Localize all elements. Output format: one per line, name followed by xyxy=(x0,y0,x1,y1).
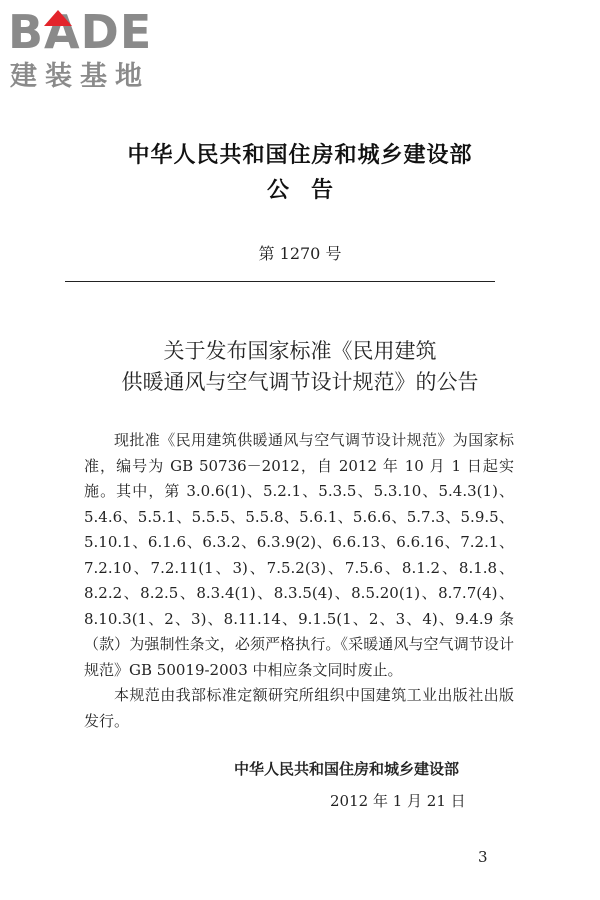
body-paragraph-1: 现批准《民用建筑供暖通风与空气调节设计规范》为国家标准，编号为 GB 50736－2012，自 2012 年 10 月 1 日起实施。其中，第 3.0.6(1)、5.2.1、5.3.5、5.3.10、5.4.3(1)、5.4.6、5.5.1、5.5.5、5.5.8、5.6.1、5.6.6、5.7.3、5.9.5、5.10.1、6.1.6、6.3.2、6.3.9(2)、6.6.13、6.6.16、7.2.1、7.2.10、7.2.11(1、3)、7.5.2(3)、7.5.6、8.1.2、8.1.8、8.2.2、8.2.5、8.3.4(1)、8.3.5(4)、8.5.20(1)、8.7.7(4)、8.10.3(1、2、3)、8.11.14、9.1.5(1、2、3、4)、9.4.9 条（款）为强制性条文，必须严格执行。《采暖通风与空气调节设计规范》GB 50019-2003 中相应条文同时废止。 xyxy=(84,431,514,679)
body-paragraph-2: 本规范由我部标准定额研究所组织中国建筑工业出版社出版发行。 xyxy=(84,686,514,730)
logo-brand-text: BADE xyxy=(8,5,153,59)
logo-subtitle: 建装基地 xyxy=(10,61,150,92)
bade-logo xyxy=(8,6,178,102)
notice-title: 公告 xyxy=(266,178,355,203)
signature-date: 2012 年 1 月 21 日 xyxy=(330,792,466,810)
signature-organization: 中华人民共和国住房和城乡建设部 xyxy=(234,760,460,778)
header-divider xyxy=(65,281,495,282)
page-number: 3 xyxy=(478,848,488,866)
notice-number: 第 1270 号 xyxy=(258,244,342,263)
logo-red-triangle-icon xyxy=(44,10,72,26)
agency-title: 中华人民共和国住房和城乡建设部 xyxy=(127,143,473,168)
notice-body xyxy=(84,428,514,734)
subject-line-2: 供暖通风与空气调节设计规范》的公告 xyxy=(121,370,479,394)
subject-line-1: 关于发布国家标准《民用建筑 xyxy=(163,339,437,363)
notice-subject xyxy=(0,336,600,398)
